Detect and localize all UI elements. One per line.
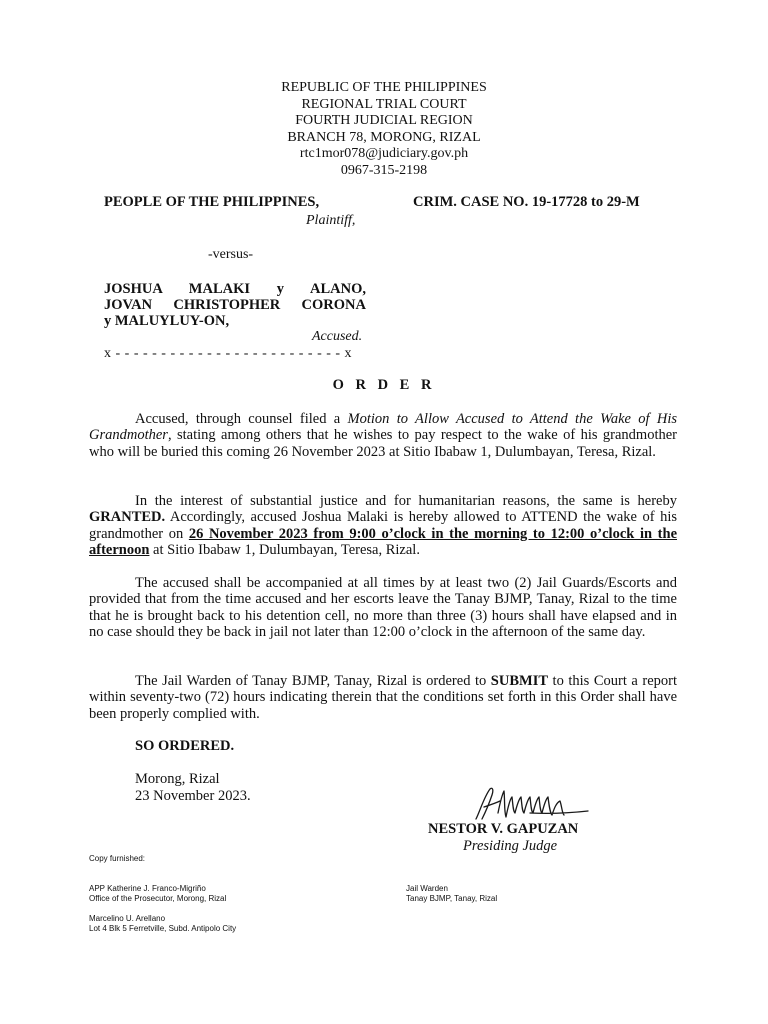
header-email: rtc1mor078@judiciary.gov.ph [299, 146, 469, 161]
judge-signature [470, 783, 600, 825]
header-region: FOURTH JUDICIAL REGION [295, 113, 473, 128]
plaintiff-name: PEOPLE OF THE PHILIPPINES, [104, 194, 320, 210]
judge-title: Presiding Judge [463, 838, 558, 854]
paragraph-motion [89, 411, 677, 460]
accused-name-line-3: y MALUYLUY-ON, [104, 313, 230, 329]
issue-place: Morong, Rizal [135, 771, 220, 787]
issue-date: 23 November 2023. [135, 788, 251, 804]
granted-word: GRANTED. [89, 509, 166, 526]
copy-furnished-label: Copy furnished: [89, 854, 146, 863]
accused-label: Accused. [312, 329, 363, 344]
wake-schedule: 26 November 2023 from 9:00 o’clock in the morning to 12:00 o’clock in the afternoon [89, 525, 678, 559]
header-phone: 0967-315-2198 [340, 162, 428, 178]
recipient-jail-warden [406, 884, 497, 904]
recipient-prosecutor [89, 884, 226, 904]
header-branch: BRANCH 78, MORONG, RIZAL [287, 129, 481, 145]
paragraph-warden-report [89, 673, 677, 722]
recipient-address: Office of the Prosecutor, Morong, Rizal [89, 894, 227, 903]
paragraph-warden-text-a: The Jail Warden of Tanay BJMP, Tanay, Rizal is ordered to [135, 673, 491, 689]
paragraph-granted [89, 493, 677, 559]
so-ordered: SO ORDERED. [135, 738, 235, 754]
paragraph-motion-text-a: Accused, through counsel filed a [135, 411, 348, 427]
recipient-address: Lot 4 Blk 5 Ferretville, Subd. Antipolo City [89, 924, 237, 933]
accused-name-line-1: JOSHUA MALAKI y ALANO, [104, 281, 366, 297]
caption-separator: x - - - - - - - - - - - - - - - - - - - - - - - - - x [104, 346, 353, 361]
recipient-address: Tanay BJMP, Tanay, Rizal [406, 894, 498, 903]
paragraph-escort-conditions: The accused shall be accompanied at all times by at least two (2) Jail Guards/Escorts and provided that from the time accused and her escorts leave the Tanay BJMP, Tanay, Rizal to the time that he is brought back to his detention cell, no more than three (3) hours shall have elapsed and in no case should they be back in jail not later than 12:00 o’clock in the afternoon of the same day. [89, 575, 677, 641]
motion-title: Motion to Allow Accused to Attend the Wake of His Grandmother [89, 411, 677, 444]
header-republic: REPUBLIC OF THE PHILIPPINES [281, 80, 487, 95]
order-title: O R D E R [332, 377, 436, 393]
judge-name: NESTOR V. GAPUZAN [428, 821, 579, 837]
accused-name-line-2: JOVAN CHRISTOPHER CORONA [104, 297, 366, 313]
recipient-counsel [89, 914, 236, 934]
recipient-name: Marcelino U. Arellano [89, 914, 166, 923]
paragraph-granted-text-c: at Sitio Ibabaw 1, Dulumbayan, Teresa, Rizal. [149, 542, 420, 559]
paragraph-granted-text-a: In the interest of substantial justice and for humanitarian reasons, the same is hereby [135, 493, 677, 509]
versus-label: -versus- [208, 247, 254, 262]
submit-word: SUBMIT [490, 673, 549, 689]
paragraph-granted-text-b: Accordingly, accused Joshua Malaki is hereby allowed to ATTEND the wake of his grandmother on [89, 509, 677, 542]
recipient-name: APP Katherine J. Franco-Migriño [89, 884, 206, 893]
paragraph-warden-text-b: to this Court a report within seventy-two (72) hours indicating therein that the conditions set forth in this Order shall have been properly complied with. [89, 673, 677, 722]
header-court: REGIONAL TRIAL COURT [301, 96, 467, 112]
court-header [0, 80, 768, 179]
recipient-name: Jail Warden [406, 884, 448, 893]
case-number: CRIM. CASE NO. 19-17728 to 29-M [413, 194, 640, 210]
paragraph-motion-text-b: , stating among others that he wishes to pay respect to the wake of his grandmother who will be buried this coming 26 November 2023 at Sitio Ibabaw 1, Dulumbayan, Teresa, Rizal. [89, 427, 677, 460]
plaintiff-label: Plaintiff, [306, 213, 356, 228]
